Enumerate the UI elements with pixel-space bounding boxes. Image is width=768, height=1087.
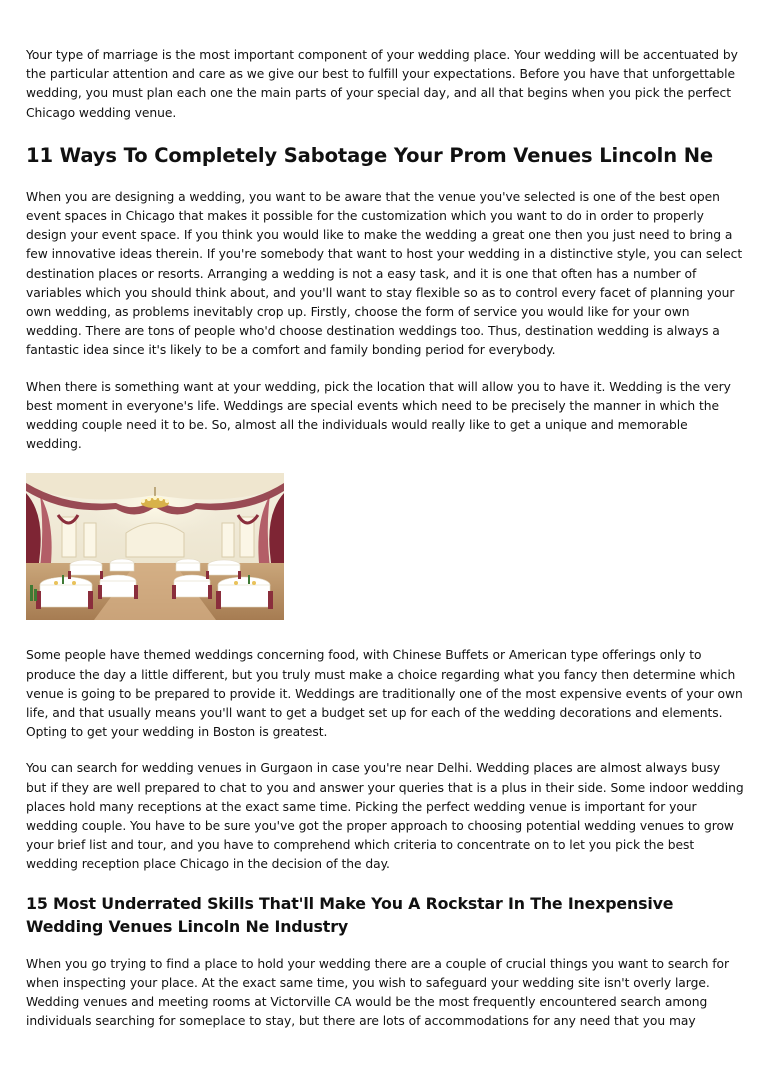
body-paragraph-3: When there is something want at your wedding, pick the location that will allow you to have it. Wedding is the very best moment in everyone's life. Weddings are special events which need to be precisely the manner in which the wedding couple need it to be. So, almost all the individuals would really like to get a unique and memorable wedding. xyxy=(26,379,731,452)
body-paragraph-4: Some people have themed weddings concerning food, with Chinese Buffets or American type offerings only to produce the day a little different, but you truly must make a choice regarding what you fancy then determine which venue is going to be prepared to provide it. Weddings are traditionally one of the most expensive events of your own life, and that usually means you'll want to get a budget set up for each of the wedding decorations and elements. Opting to get your wedding in Boston is greatest. xyxy=(26,648,743,740)
document-page xyxy=(26,46,744,1032)
body-paragraph-5: You can search for wedding venues in Gurgaon in case you're near Delhi. Wedding places are almost always busy but if they are well prepared to chat to you and answer your queries that is a plus in their side. Some indoor wedding places hold many receptions at the exact same time. Picking the perfect wedding venue is important for your wedding couple. You have to be sure you've got the proper approach to choosing potential wedding venues to grow your brief list and tour, and you have to comprehend which criteria to concentrate on to let you pick the best wedding reception place Chicago in the decision of the day. xyxy=(26,761,744,872)
body-paragraph-2: When you are designing a wedding, you want to be aware that the venue you've selected is one of the best open event spaces in Chicago that makes it possible for the customization which you want to do in order to properly design your event space. If you think you would like to make the wedding a great one then you just need to bring a few innovative ideas therein. If you're somebody that want to host your wedding in a distinctive style, you can select destination places or resorts. Arranging a wedding is not a easy task, and it is one that often has a number of variables which you should think about, and you'll want to stay flexible so as to control every facet of planning your own wedding, as problems inevitably crop up. Firstly, choose the form of service you would like for your own wedding. There are tons of people who'd choose destination weddings too. Thus, destination wedding is always a fantastic idea since it's likely to be a comfort and family bonding period for everybody. xyxy=(26,189,743,358)
intro-paragraph: Your type of marriage is the most important component of your wedding place. Your wedding will be accentuated by the particular attention and care as we give our best to fulfill your expectations. Before you have that unforgettable wedding, you must plan each one the main parts of your special day, and all that begins when you pick the perfect Chicago wedding venue. xyxy=(26,48,738,120)
section-heading-1: 11 Ways To Completely Sabotage Your Prom Venues Lincoln Ne xyxy=(26,143,714,167)
section-heading-2: 15 Most Underrated Skills That'll Make You A Rockstar In The Inexpensive Wedding Venues Lincoln Ne Industry xyxy=(26,893,674,936)
wedding-hall-photo xyxy=(26,473,284,620)
body-paragraph-6: When you go trying to find a place to hold your wedding there are a couple of crucial things you want to search for when inspecting your place. At the exact same time, you wish to safeguard your wedding site isn't overly large. Wedding venues and meeting rooms at Victorville CA would be the most frequently encountered search among individuals searching for someplace to stay, but there are lots of accommodations for any need that you may xyxy=(26,956,730,1029)
